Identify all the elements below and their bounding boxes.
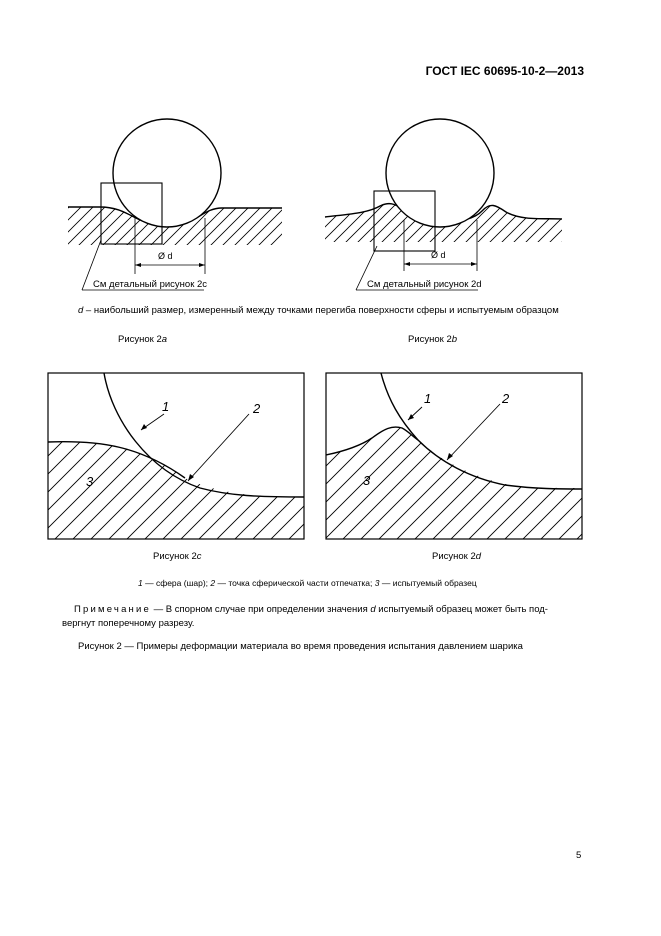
caption-2c-letter: c xyxy=(196,551,202,562)
caption-2d-text: Рисунок 2 xyxy=(432,551,476,562)
label-3-2d: 3 xyxy=(363,473,371,488)
legend xyxy=(138,578,477,588)
callout-2a: См детальный рисунок 2c xyxy=(93,279,208,290)
caption-2c xyxy=(153,551,202,562)
specimen-2c xyxy=(48,442,304,539)
legend-num-2: 2 xyxy=(210,578,216,588)
sphere-2a xyxy=(113,119,221,227)
caption-2a-letter: a xyxy=(161,334,168,345)
legend-num-3: 3 xyxy=(374,578,380,588)
figure-2d-drawing xyxy=(326,373,582,539)
note-lead: Примечание xyxy=(74,604,151,615)
definition-body: – наибольший размер, измеренный между точками перегиба поверхности сферы и испытуемым образцом xyxy=(83,305,559,316)
legend-text-1: — сфера (шар); xyxy=(142,578,211,588)
caption-2b xyxy=(408,334,457,345)
legend-text-2: — точка сферической части отпечатка; xyxy=(215,578,375,588)
label-3-2c: 3 xyxy=(86,474,94,489)
definition-symbol: d xyxy=(78,305,84,316)
dimension-label-2b: Ø d xyxy=(431,250,446,260)
note-symbol: d xyxy=(370,604,376,615)
caption-2a xyxy=(118,334,167,345)
legend-text-3: — испытуемый образец xyxy=(379,578,477,588)
figure-title: Рисунок 2 — Примеры деформации материала во время проведения испытания давлением шарика xyxy=(78,641,523,652)
callout-2b: См детальный рисунок 2d xyxy=(367,279,482,290)
note-line-2: вергнут поперечному разрезу. xyxy=(62,618,195,629)
caption-2b-letter: b xyxy=(451,334,458,345)
document-code: ГОСТ IEC 60695-10-2—2013 xyxy=(425,64,584,78)
caption-2d-letter: d xyxy=(475,551,482,562)
label-2-2d: 2 xyxy=(502,391,510,406)
page-number: 5 xyxy=(576,850,582,861)
caption-2b-text: Рисунок 2 xyxy=(408,334,452,345)
sphere-2b xyxy=(386,119,494,227)
caption-2a-text: Рисунок 2 xyxy=(118,334,162,345)
caption-2c-text: Рисунок 2 xyxy=(153,551,197,562)
note-line-1 xyxy=(74,604,548,615)
definition-text xyxy=(78,305,559,316)
figure-2c-drawing xyxy=(48,373,304,539)
caption-2d xyxy=(432,551,481,562)
leader-2-2c xyxy=(188,414,249,481)
figure-2b-drawing xyxy=(325,119,562,290)
figure-2a-drawing xyxy=(68,119,282,290)
dimension-label-2a: Ø d xyxy=(158,251,173,261)
legend-num-1: 1 xyxy=(138,578,143,588)
leader-2-2d xyxy=(447,404,500,460)
label-1-2c: 1 xyxy=(162,399,170,414)
label-1-2d: 1 xyxy=(424,391,432,406)
note-part-2: испытуемый образец может быть под- xyxy=(375,604,548,615)
label-2-2c: 2 xyxy=(253,401,261,416)
note-part-1: — В спорном случае при определении значения xyxy=(151,604,371,615)
